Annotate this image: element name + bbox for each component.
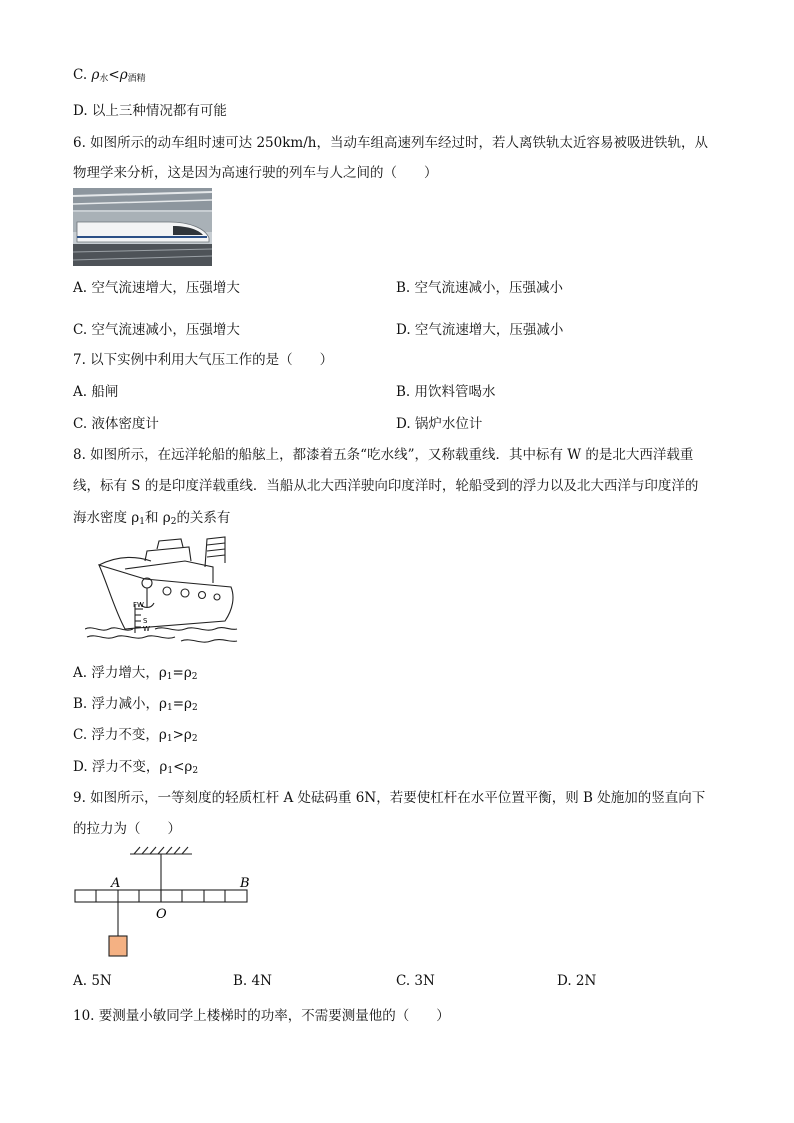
q9-option-d: D. 2N (557, 973, 597, 989)
q8-option-b: B. 浮力减小，$\rho_1=\rho_2$ (73, 696, 198, 713)
q5-option-c: C. $\rho_水<\rho_{酒精}$ (73, 67, 146, 84)
q8-stem-line2: 线，标有 S 的是印度洋载重线．当船从北大西洋驶向印度洋时，轮船受到的浮力以及北大西洋与印度洋的 (73, 478, 699, 494)
q5-option-d: D. 以上三种情况都有可能 (73, 103, 227, 119)
q9-option-b: B. 4N (233, 973, 272, 989)
q7-option-b: B. 用饮料管喝水 (396, 384, 496, 400)
load-line-s-label: S (143, 617, 148, 625)
train-photo (73, 188, 212, 266)
q6-option-c: C. 空气流速减小，压强增大 (73, 322, 240, 338)
q6-option-b: B. 空气流速减小，压强减小 (396, 280, 564, 296)
q8-option-c: C. 浮力不变，$\rho_1>\rho_2$ (73, 727, 198, 744)
q6-option-a: A. 空气流速增大，压强增大 (73, 280, 240, 296)
q10-stem: 10. 要测量小敏同学上楼梯时的功率，不需要测量他的（ ） (73, 1008, 450, 1024)
q9-option-c: C. 3N (396, 973, 435, 989)
q9-stem-line2: 的拉力为（ ） (73, 821, 181, 837)
load-line-w-label: W (143, 625, 150, 633)
q6-option-d: D. 空气流速增大，压强减小 (396, 322, 564, 338)
q8-stem-line3: 海水密度 $\rho_1$和 $\rho_2$的关系有 (73, 510, 231, 527)
q8-stem-line1: 8. 如图所示，在远洋轮船的船舷上，都漆着五条“吃水线”，又称载重线．其中标有 W 的是北大西洋载重 (73, 447, 694, 463)
q7-option-d: D. 锅炉水位计 (396, 416, 483, 432)
lever-figure (70, 840, 260, 962)
lever-label-a: A (111, 876, 121, 891)
q6-stem-line2: 物理学来分析，这是因为高速行驶的列车与人之间的（ ） (73, 165, 438, 181)
weight-block (109, 936, 127, 956)
q9-option-a: A. 5N (73, 973, 112, 989)
q7-stem: 7. 以下实例中利用大气压工作的是（ ） (73, 352, 334, 368)
load-line-fw-label: FW (133, 601, 144, 609)
lever-label-b: B (240, 876, 250, 891)
q8-option-d: D. 浮力不变，$\rho_1<\rho_2$ (73, 759, 199, 776)
lever-label-o: O (156, 907, 167, 922)
ship-figure (85, 533, 240, 648)
q7-option-c: C. 液体密度计 (73, 416, 159, 432)
q9-stem-line1: 9. 如图所示，一等刻度的轻质杠杆 A 处砝码重 6N，若要使杠杆在水平位置平衡，则 B 处施加的竖直向下 (73, 790, 706, 806)
q8-option-a: A. 浮力增大，$\rho_1=\rho_2$ (73, 665, 198, 682)
q6-stem-line1: 6. 如图所示的动车组时速可达 250km/h，当动车组高速列车经过时，若人离铁轨太近容易被吸进铁轨，从 (73, 135, 708, 151)
q7-option-a: A. 船闸 (73, 384, 119, 400)
